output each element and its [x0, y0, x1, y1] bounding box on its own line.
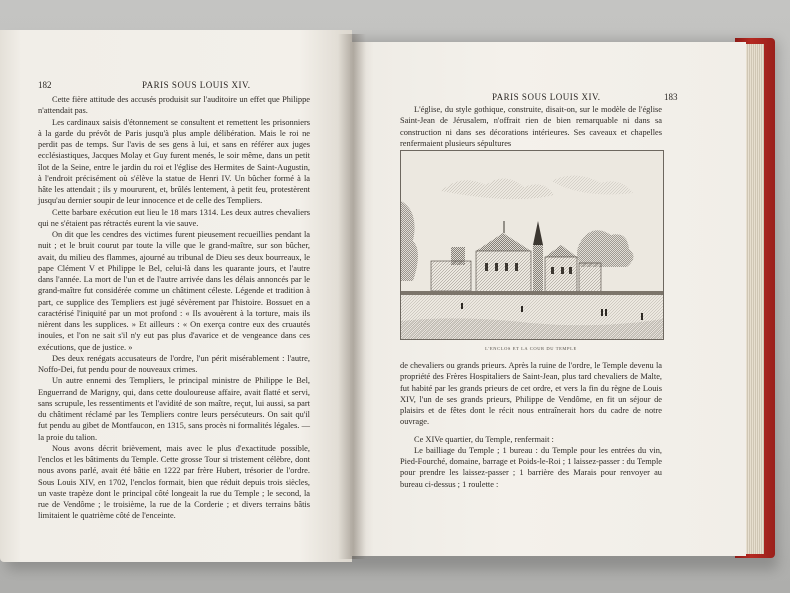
paragraph: Un autre ennemi des Templiers, le principal ministre de Philippe le Bel, Enguerrand de Marigny, qui, dans cette douloureuse affaire, avait flatté et servi, sans scrupule, les ressentiments et l'avidité de son maître, reçut, lui aussi, sa part du châtiment réclamé par les Templiers contre leurs persécuteurs. On sait qu'il fut pendu au gibet de Montfaucon, en 1315, sans procès ni formalités légales. — la proie du talion. — [38, 376, 310, 442]
left-running-head: PARIS SOUS LOUIS XIV. — [142, 80, 251, 90]
left-folio: 182 — [38, 80, 52, 90]
book-gutter — [338, 34, 366, 559]
right-running-head: PARIS SOUS LOUIS XIV. — [492, 92, 601, 102]
left-body-text — [38, 94, 310, 522]
paragraph: On dit que les cendres des victimes furent pieusement recueillies pendant la nuit ; et le bruit courut par toute la ville que le grand-maître, sur son bûcher, avait, du milieu des flammes, ajourné au tribunal de Dieu ses deux bourreaux, le pape Clément V et Philippe le Bel, celui-là dans les quarante jours, et l'autre dans l'année. La mort de l'un et de l'autre arrivée dans les délais annoncés par le grand-maître fut considérée comme un châtiment céleste. Légende et tradition à part, ce supplice des Templiers est jugé sévèrement par l'histoire. Bossuet en a caractérisé l'iniquité par un mot profond : « Ils avouèrent à la torture, mais ils nièrent dans les supplices. » Et ailleurs : « On exerça contre eux des cruautés inouïes, et l'on ne sait s'il n'y eut pas plus d'avarice et de vengeance dans ces exécutions, que de justice. » — [38, 230, 310, 352]
paragraph: Des deux renégats accusateurs de l'ordre, l'un périt misérablement : l'autre, Noffo-Dei, fut pendu pour de nouveaux crimes. — [38, 353, 310, 374]
paragraph: Cette barbare exécution eut lieu le 18 mars 1314. Les deux autres chevaliers qui ne s'étaient pas rétractés eurent la vie sauve. — [38, 207, 310, 228]
left-page — [0, 30, 352, 562]
engraving-plate — [400, 150, 664, 340]
temple-engraving-illustration — [401, 151, 663, 339]
paragraph: Le bailliage du Temple ; 1 bureau : du Temple pour les entrées du vin, Pied-Fourché, domaine, barrage et Poids-le-Roi ; 1 laissez-passer : du Temple pour prendre les laissez-passer ; 1 barrière des Marais pour renvoyer au bureau ci-dessus ; 1 roulette : — [400, 445, 662, 489]
plate-caption: L'ENCLOS ET LA COUR DU TEMPLE — [485, 346, 577, 351]
paragraph: de chevaliers ou grands prieurs. Après la ruine de l'ordre, le Temple devenu la propriété des Frères Hospitaliers de Saint-Jean, plus tard chevaliers de Malte, fut habité par les grands prieurs de cet ordre, et vers la fin du règne de Louis XIV, l'un de ses grands prieurs, Philippe de Vendôme, en fit un séjour de plaisirs et de fêtes dont le récit nous entraînerait hors du cadre de notre ouvrage. — [400, 361, 662, 427]
right-intro-text — [400, 104, 662, 149]
right-page — [350, 42, 746, 556]
paragraph: Cette fière attitude des accusés produisit sur l'auditoire un effet que Philippe n'attendait pas. — [38, 95, 310, 116]
paragraph: Nous avons décrit brièvement, mais avec le plus d'exactitude possible, l'enclos et les bâtiments du Temple. Cette grosse Tour si tristement célèbre, dont nous avons parlé, avait été bâtie en 1222 par frère Hubert, trésorier de l'ordre. Sous Louis XIV, en 1702, l'enclos formait, bien que réduit depuis trois siècles, un vaste trapèze dont le principal côté longeait la rue du Temple ; le second, la rue de Vendôme ; le troisième, la rue de la Corderie ; et divers terrains bâtis limitaient le quatrième côté de l'enceinte. — [38, 443, 310, 521]
right-body-text — [400, 360, 662, 490]
paragraph: Ce XIVe quartier, du Temple, renfermait : — [414, 434, 554, 444]
paragraph: Les cardinaux saisis d'étonnement se consultent et remettent les prisonniers à la garde du prévôt de Paris jusqu'à plus ample délibération. Mais le roi ne perdit pas de temps. Sur l'avis de ses gens à lui, et sans en référer aux juges ecclésiastiques, Jacques Molay et Guy furent menés, le soir même, dans un petit îlot de la Seine, entre le jardin du roi et l'église des Hermites de Saint-Augustin, à l'endroit précisément où s'élève la statue de Henri IV. Un bûcher formé à la hâte les attendait ; ils y moururent, et, brûlés lentement, à petit feu, protestèrent jusqu'au dernier soupir de leur innocence et de celle des Templiers. — [38, 117, 310, 206]
paragraph: L'église, du style gothique, construite, disait-on, sur le modèle de l'église Saint-Jean de Jérusalem, n'offrait rien de bien remarquable ni dans sa construction ni dans ses décorations intérieures. Ses caveaux et chapelles renfermaient plusieurs sépultures — [400, 105, 662, 148]
right-folio: 183 — [664, 92, 678, 102]
